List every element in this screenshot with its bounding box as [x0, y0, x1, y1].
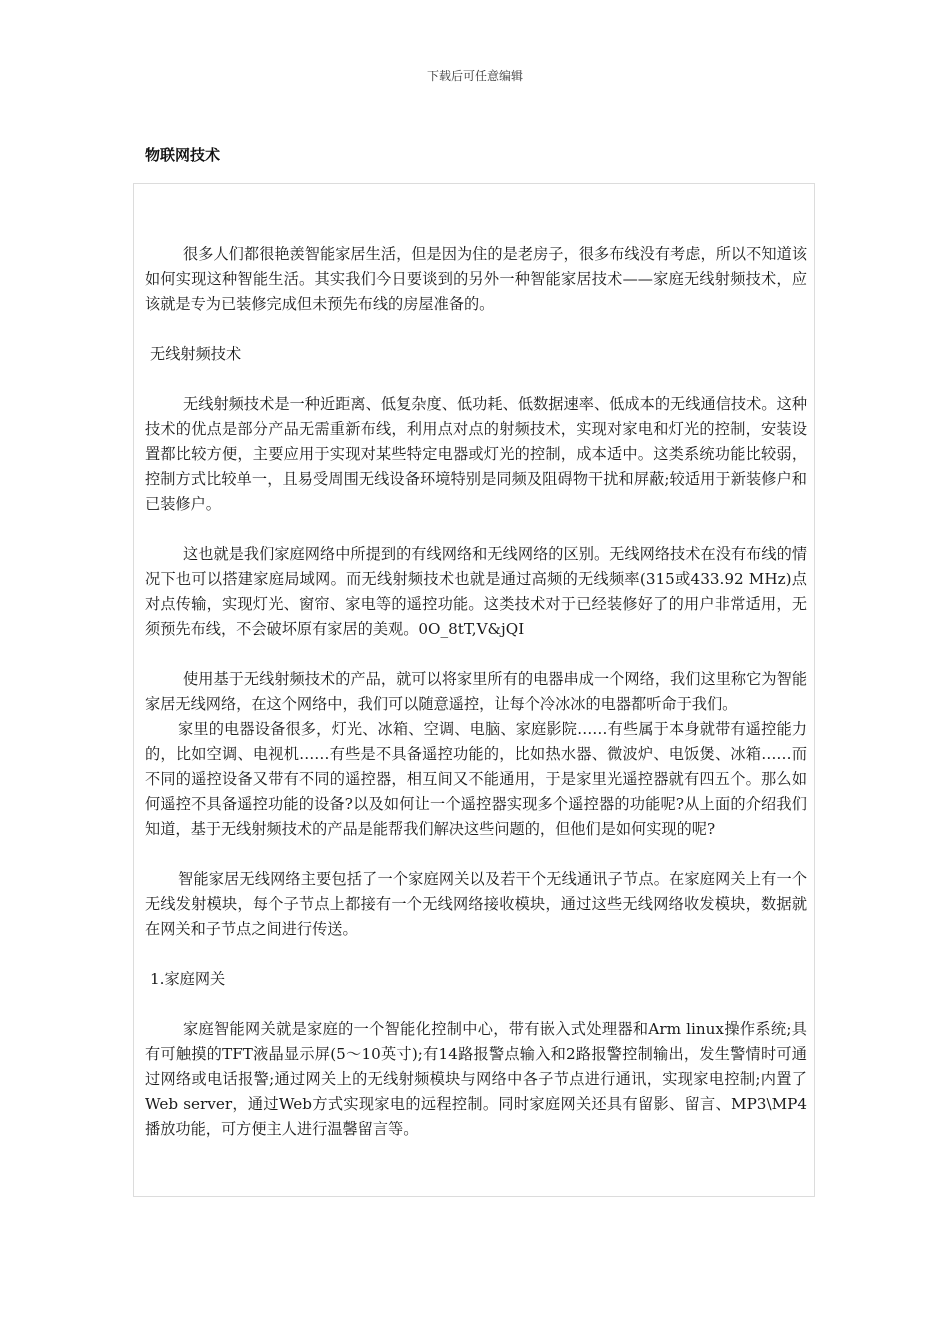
paragraph-wired-vs-wireless: 这也就是我们家庭网络中所提到的有线网络和无线网络的区别。无线网络技术在没有布线的情况下也可以搭建家庭局域网。而无线射频技术也就是通过高频的无线频率(315或433.92 MHz)点对点传输，实现灯光、窗帘、家电等的遥控功能。这类技术对于已经装修好了的用户非常适用，无须预先布线，不会破坏原有家居的美观。0O_8tT,V&jQI	[145, 545, 807, 638]
paragraph-appliances: 家里的电器设备很多，灯光、冰箱、空调、电脑、家庭影院……有些属于本身就带有遥控能力的，比如空调、电视机……有些是不具备遥控功能的，比如热水器、微波炉、电饭煲、冰箱……而不同的遥控设备又带有不同的遥控器，相互间又不能通用，于是家里光遥控器就有四五个。那么如何遥控不具备遥控功能的设备?以及如何让一个遥控器实现多个遥控器的功能呢?从上面的介绍我们知道，基于无线射频技术的产品是能帮我们解决这些问题的，但他们是如何实现的呢?	[145, 720, 808, 838]
document-title: 物联网技术	[145, 146, 221, 164]
page-header-note: 下载后可任意编辑	[426, 69, 523, 83]
paragraph-gateway-description: 家庭智能网关就是家庭的一个智能化控制中心，带有嵌入式处理器和Arm linux操作系统;具有可触摸的TFT液晶显示屏(5～10英寸);有14路报警点输入和2路报警控制输出，发生警情时可通过网络或电话报警;通过网关上的无线射频模块与网络中各子节点进行通讯，实现家电控制;内置了Web server，通过Web方式实现家电的远程控制。同时家庭网关还具有留影、留言、MP3\MP4播放功能，可方便主人进行温馨留言等。	[145, 1020, 807, 1138]
document-body	[145, 242, 807, 1142]
section-heading-gateway: 1.家庭网关	[150, 970, 226, 988]
section-heading-rf: 无线射频技术	[150, 345, 242, 363]
paragraph-rf-description: 无线射频技术是一种近距离、低复杂度、低功耗、低数据速率、低成本的无线通信技术。这种技术的优点是部分产品无需重新布线，利用点对点的射频技术，实现对家电和灯光的控制，安装设置都比较方便，主要应用于实现对某些特定电器或灯光的控制，成本适中。这类系统功能比较弱，控制方式比较单一，且易受周围无线设备环境特别是同频及阻碍物干扰和屏蔽;较适用于新装修户和已装修户。	[145, 395, 807, 513]
paragraph-wireless-network: 使用基于无线射频技术的产品，就可以将家里所有的电器串成一个网络，我们这里称它为智能家居无线网络，在这个网络中，我们可以随意遥控，让每个冷冰冰的电器都听命于我们。	[145, 670, 807, 713]
paragraph-gateway-nodes: 智能家居无线网络主要包括了一个家庭网关以及若干个无线通讯子节点。在家庭网关上有一个无线发射模块，每个子节点上都接有一个无线网络接收模块，通过这些无线网络收发模块，数据就在网关和子节点之间进行传送。	[145, 870, 807, 938]
paragraph-intro: 很多人们都很艳羡智能家居生活，但是因为住的是老房子，很多布线没有考虑，所以不知道该如何实现这种智能生活。其实我们今日要谈到的另外一种智能家居技术——家庭无线射频技术，应该就是专为已装修完成但未预先布线的房屋准备的。	[145, 245, 807, 313]
